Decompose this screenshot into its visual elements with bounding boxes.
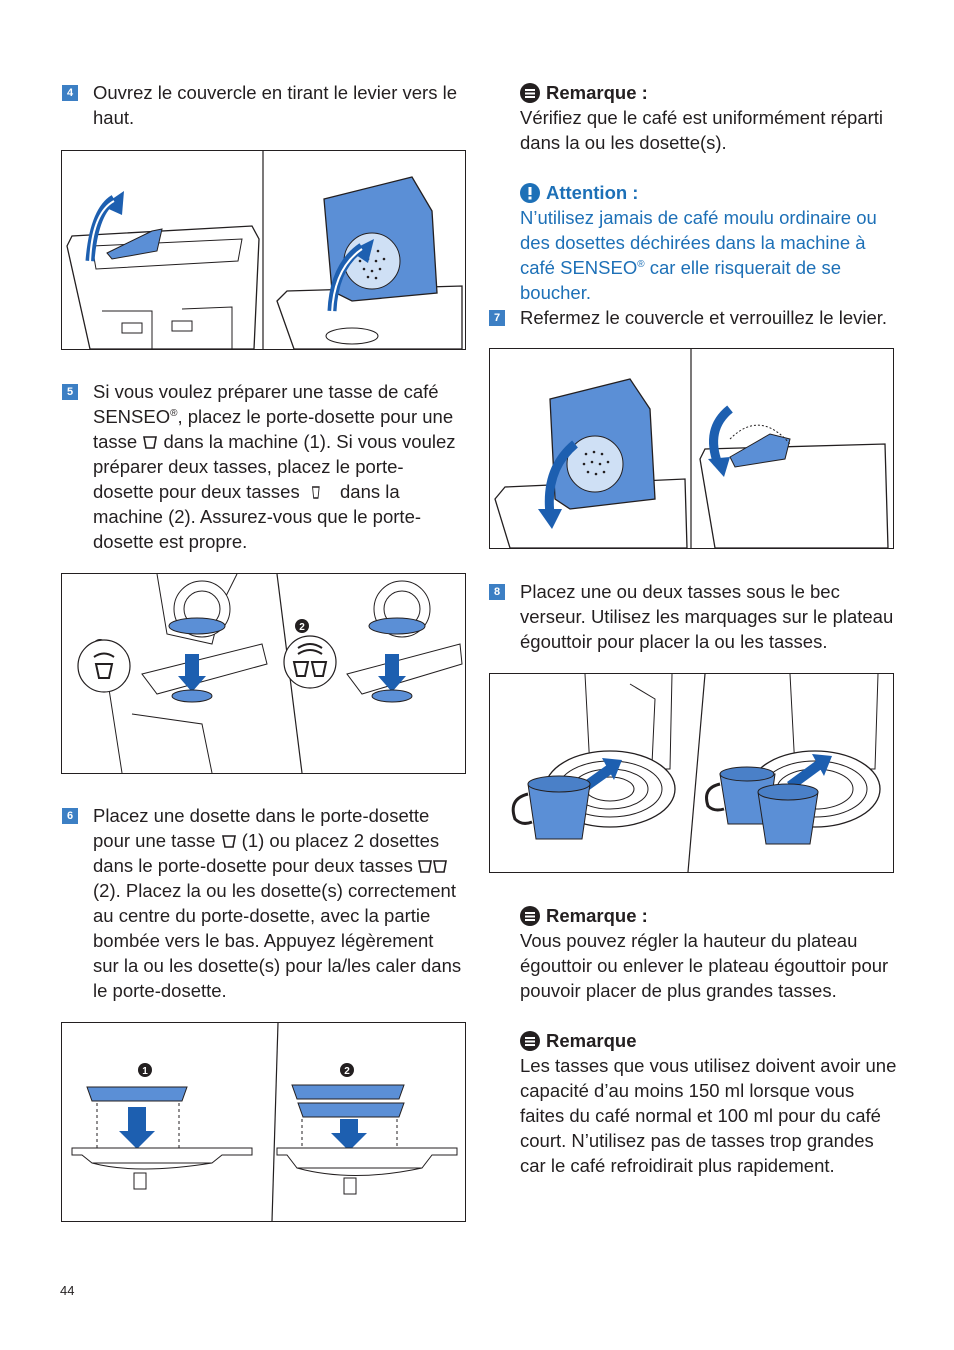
step-number: 5 <box>62 384 78 400</box>
step-text: Ouvrez le couvercle en tirant le levier vers le haut. <box>93 82 457 128</box>
attention-text: car elle risquerait de se boucher. <box>520 257 841 303</box>
note-icon <box>520 1031 540 1051</box>
figure-pods-in-holder <box>61 1022 466 1222</box>
note-even-distribution <box>520 80 900 155</box>
double-cup-icon <box>418 858 448 874</box>
figure-pod-holders <box>61 573 466 774</box>
note-cup-capacity <box>520 1028 900 1178</box>
step-number: 6 <box>62 808 78 824</box>
figure-label-1: 1 <box>142 1066 148 1077</box>
attention-box <box>520 180 890 305</box>
step-text-part: Placez une dosette dans le porte-dosette pour une tasse <box>93 805 430 851</box>
step-6 <box>62 803 462 1003</box>
note-title: Remarque : <box>546 82 648 103</box>
figure-cups-placement <box>489 673 894 873</box>
step-4 <box>62 80 462 130</box>
step-text-part: dans la machine (2). Assurez-vous que le porte-dosette est propre. <box>93 481 422 552</box>
note-icon <box>520 906 540 926</box>
step-text: Refermez le couvercle et verrouillez le levier. <box>520 307 888 328</box>
warning-icon <box>520 183 540 203</box>
double-cup-icon <box>305 484 335 500</box>
figure-label-2: 2 <box>299 622 305 633</box>
step-text-part: (1) ou placez 2 dosettes dans le porte-dosette pour deux tasses <box>93 830 440 876</box>
figure-open-lid <box>61 150 466 350</box>
step-8 <box>489 579 899 654</box>
note-title: Remarque : <box>546 905 648 926</box>
step-7 <box>489 305 899 330</box>
page-number: 44 <box>60 1283 75 1298</box>
single-cup-icon <box>221 833 237 849</box>
step-number: 8 <box>489 584 505 600</box>
step-text-part: dans la machine (1). Si vous voulez préparer deux tasses, placez le porte-dosette pour deux tasses <box>93 431 456 502</box>
attention-title: Attention : <box>546 182 639 203</box>
figure-close-lid <box>489 348 894 549</box>
registered-mark: ® <box>170 407 178 419</box>
note-title: Remarque <box>546 1030 637 1051</box>
note-icon <box>520 83 540 103</box>
step-number: 4 <box>62 85 78 101</box>
registered-mark: ® <box>637 258 645 270</box>
note-drip-tray <box>520 903 900 1003</box>
step-5 <box>62 379 462 554</box>
single-cup-icon <box>142 434 158 450</box>
step-text: Placez une ou deux tasses sous le bec verseur. Utilisez les marquages sur le plateau égouttoir pour placer la ou les tasses. <box>520 581 894 652</box>
attention-text: N’utilisez jamais de café moulu ordinaire ou des dosettes déchirées dans la machine à café SENSEO <box>520 207 877 278</box>
step-number: 7 <box>489 310 505 326</box>
note-text: Vous pouvez régler la hauteur du plateau égouttoir ou enlever le plateau égouttoir pour pouvoir placer de plus grandes tasses. <box>520 930 889 1001</box>
step-text-part: (2). Placez la ou les dosette(s) correctement au centre du porte-dosette, avec la partie bombée vers le bas. Appuyez légèrement sur la ou les dosette(s) pour la/les caler dans le porte-dosette. <box>93 880 462 1001</box>
figure-label-2: 2 <box>344 1066 350 1077</box>
step-text-part: Si vous voulez préparer une tasse de café SENSEO <box>93 381 439 427</box>
note-text: Les tasses que vous utilisez doivent avoir une capacité d’au moins 150 ml lorsque vous faites du café normal et 100 ml pour du café court. N’utilisez pas de tasses trop grandes car le café refroidirait plus rapidement. <box>520 1055 897 1176</box>
step-text-part: , placez le porte-dosette pour une tasse <box>93 406 454 452</box>
note-text: Vérifiez que le café est uniformément réparti dans la ou les dosette(s). <box>520 107 883 153</box>
